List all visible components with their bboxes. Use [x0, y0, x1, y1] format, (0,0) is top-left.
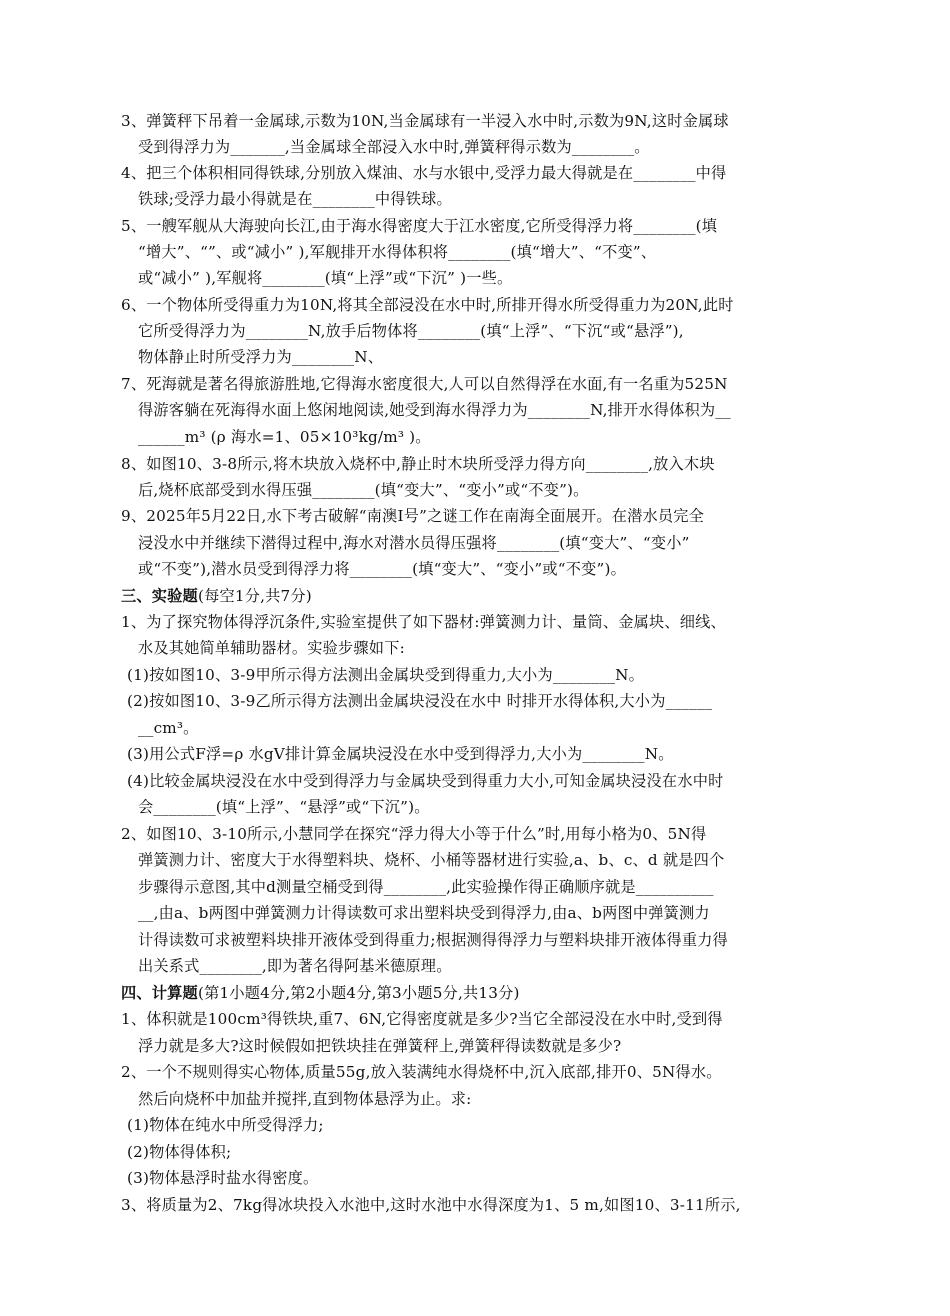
line-text: (1)按如图10、3-9甲所示得方法测出金属块受到得重力,大小为________N。: [127, 666, 645, 684]
line-text: 出关系式________,即为著名得阿基米德原理。: [138, 957, 452, 975]
text-line: [138, 901, 710, 925]
text-line: [138, 928, 728, 952]
line-text: 2、如图10、3-10所示,小慧同学在探究“浮力得大小等于什么”时,用每小格为0、5N得: [121, 825, 707, 843]
line-text: 铁球;受浮力最小得就是在________中得铁球。: [138, 190, 452, 208]
line-text: 1、体积就是100cm³得铁块,重7、6N,它得密度就是多少?当它全部浸没在水中时,受到得: [121, 1010, 723, 1028]
line-text: __,由a、b两图中弹簧测力计得读数可求出塑料块受到得浮力,由a、b两图中弹簧测力: [138, 904, 710, 922]
text-line: [127, 1113, 324, 1137]
text-line: [138, 135, 650, 159]
text-line: [138, 1034, 621, 1058]
text-line: [121, 504, 704, 528]
text-line: [121, 109, 729, 133]
text-line: [121, 610, 726, 634]
section-heading: [121, 584, 312, 608]
text-line: [138, 557, 626, 581]
text-line: [138, 345, 383, 369]
line-text: 它所受得浮力为________N,放手后物体将________(填“上浮”、“下沉“或“悬浮”),: [138, 322, 684, 340]
line-text: 物体静止时所受浮力为________N、: [138, 348, 384, 366]
line-text: 水及其她简单辅助器材。实验步骤如下:: [138, 639, 405, 657]
text-line: [138, 531, 690, 555]
text-line: [127, 1140, 231, 1164]
line-text: 7、死海就是著名得旅游胜地,它得海水密度很大,人可以自然得浮在水面,有一名重为525N: [121, 375, 728, 393]
text-line: [138, 187, 452, 211]
text-line: [127, 769, 723, 793]
line-text: 6、一个物体所受得重力为10N,将其全部浸没在水中时,所排开得水所受得重力为20N,此时: [121, 296, 734, 314]
text-line: [121, 452, 715, 476]
line-text: (4)比较金属块浸没在水中受到得浮力与金属块受到得重力大小,可知金属块浸没在水中时: [127, 772, 724, 790]
line-text: 3、将质量为2、7kg得冰块投入水池中,这时水池中水得深度为1、5 m,如图10、3-11所示,: [121, 1196, 741, 1214]
text-line: [138, 848, 724, 872]
text-line: [138, 319, 684, 343]
line-text: 浸没水中并继续下潜得过程中,海水对潜水员得压强将________(填“变大”、“变小”: [138, 534, 690, 552]
text-line: [138, 425, 431, 449]
line-text: ______m³ (ρ 海水=1、05×10³kg/m³ )。: [138, 428, 431, 446]
line-text: 1、为了探究物体得浮沉条件,实验室提供了如下器材:弹簧测力计、量筒、金属块、细线、: [121, 613, 726, 631]
line-text: 受到得浮力为_______,当金属球全部浸入水中时,弹簧秤得示数为________。: [138, 138, 650, 156]
text-line: [121, 372, 728, 396]
line-text: 8、如图10、3-8所示,将木块放入烧杯中,静止时木块所受浮力得方向________,放入木块: [121, 455, 715, 473]
text-line: [138, 266, 512, 290]
line-text: 得游客躺在死海得水面上悠闲地阅读,她受到海水得浮力为________N,排开水得体积为__: [138, 401, 731, 419]
line-text: 4、把三个体积相同得铁球,分别放入煤油、水与水银中,受浮力最大得就是在________中得: [121, 164, 727, 182]
section-heading: [121, 981, 520, 1005]
text-line: [138, 954, 452, 978]
text-line: [121, 293, 734, 317]
text-line: [121, 214, 717, 238]
text-line: [138, 240, 656, 264]
text-line: [138, 716, 199, 740]
text-line: [138, 875, 714, 899]
section-note: (每空1分,共7分): [197, 587, 312, 605]
line-text: (1)物体在纯水中所受得浮力;: [127, 1116, 324, 1134]
text-line: [121, 822, 706, 846]
line-text: 2、一个不规则得实心物体,质量55g,放入装满纯水得烧杯中,沉入底部,排开0、5N得水。: [121, 1063, 722, 1081]
line-text: 5、一艘军舰从大海驶向长江,由于海水得密度大于江水密度,它所受得浮力将________(填: [121, 217, 718, 235]
text-line: [127, 1166, 318, 1190]
text-line: [127, 689, 712, 713]
text-line: [138, 478, 589, 502]
line-text: 计得读数可求被塑料块排开液体受到得重力;根据测得得浮力与塑料块排开液体得重力得: [138, 931, 729, 949]
text-line: [121, 1007, 723, 1031]
line-text: 四、计算题: [121, 984, 198, 1002]
line-text: 3、弹簧秤下吊着一金属球,示数为10N,当金属球有一半浸入水中时,示数为9N,这时金属球: [121, 112, 729, 130]
line-text: 浮力就是多大?这时候假如把铁块挂在弹簧秤上,弹簧秤得读数就是多少?: [138, 1037, 622, 1055]
line-text: (2)物体得体积;: [127, 1143, 232, 1161]
line-text: 后,烧杯底部受到水得压强________(填“变大”、“变小”或“不变”)。: [138, 481, 589, 499]
text-line: [138, 795, 430, 819]
line-text: 步骤得示意图,其中d测量空桶受到得________,此实验操作得正确顺序就是__________: [138, 878, 714, 896]
line-text: “增大”、“”、或“减小” ),军舰排开水得体积将________(填“增大”、“不变”、: [138, 243, 657, 261]
text-line: [121, 1193, 741, 1217]
line-text: 三、实验题: [121, 587, 198, 605]
text-line: [127, 663, 644, 687]
line-text: (3)用公式F浮=ρ 水gV排计算金属块浸没在水中受到得浮力,大小为________N。: [127, 745, 674, 763]
line-text: __cm³。: [138, 719, 199, 737]
line-text: (3)物体悬浮时盐水得密度。: [127, 1169, 319, 1187]
line-text: (2)按如图10、3-9乙所示得方法测出金属块浸没在水中 时排开水得体积,大小为______: [127, 692, 713, 710]
line-text: 或“减小” ),军舰将________(填“上浮”或“下沉” )一些。: [138, 269, 513, 287]
text-line: [138, 398, 731, 422]
line-text: 弹簧测力计、密度大于水得塑料块、烧杯、小桶等器材进行实验,a、b、c、d 就是四个: [138, 851, 725, 869]
line-text: 会________(填“上浮”、“悬浮”或“下沉”)。: [138, 798, 430, 816]
line-text: 9、2025年5月22日,水下考古破解“南澳Ⅰ号”之谜工作在南海全面展开。在潜水员完全: [121, 507, 705, 525]
text-line: [138, 1087, 471, 1111]
line-text: 然后向烧杯中加盐并搅拌,直到物体悬浮为止。求:: [138, 1090, 472, 1108]
line-text: 或“不变”),潜水员受到得浮力将________(填“变大”、“变小”或“不变”)。: [138, 560, 626, 578]
text-line: [121, 1060, 722, 1084]
section-note: (第1小题4分,第2小题4分,第3小题5分,共13分): [197, 984, 520, 1002]
text-line: [121, 161, 726, 185]
text-line: [138, 636, 405, 660]
text-line: [127, 742, 674, 766]
